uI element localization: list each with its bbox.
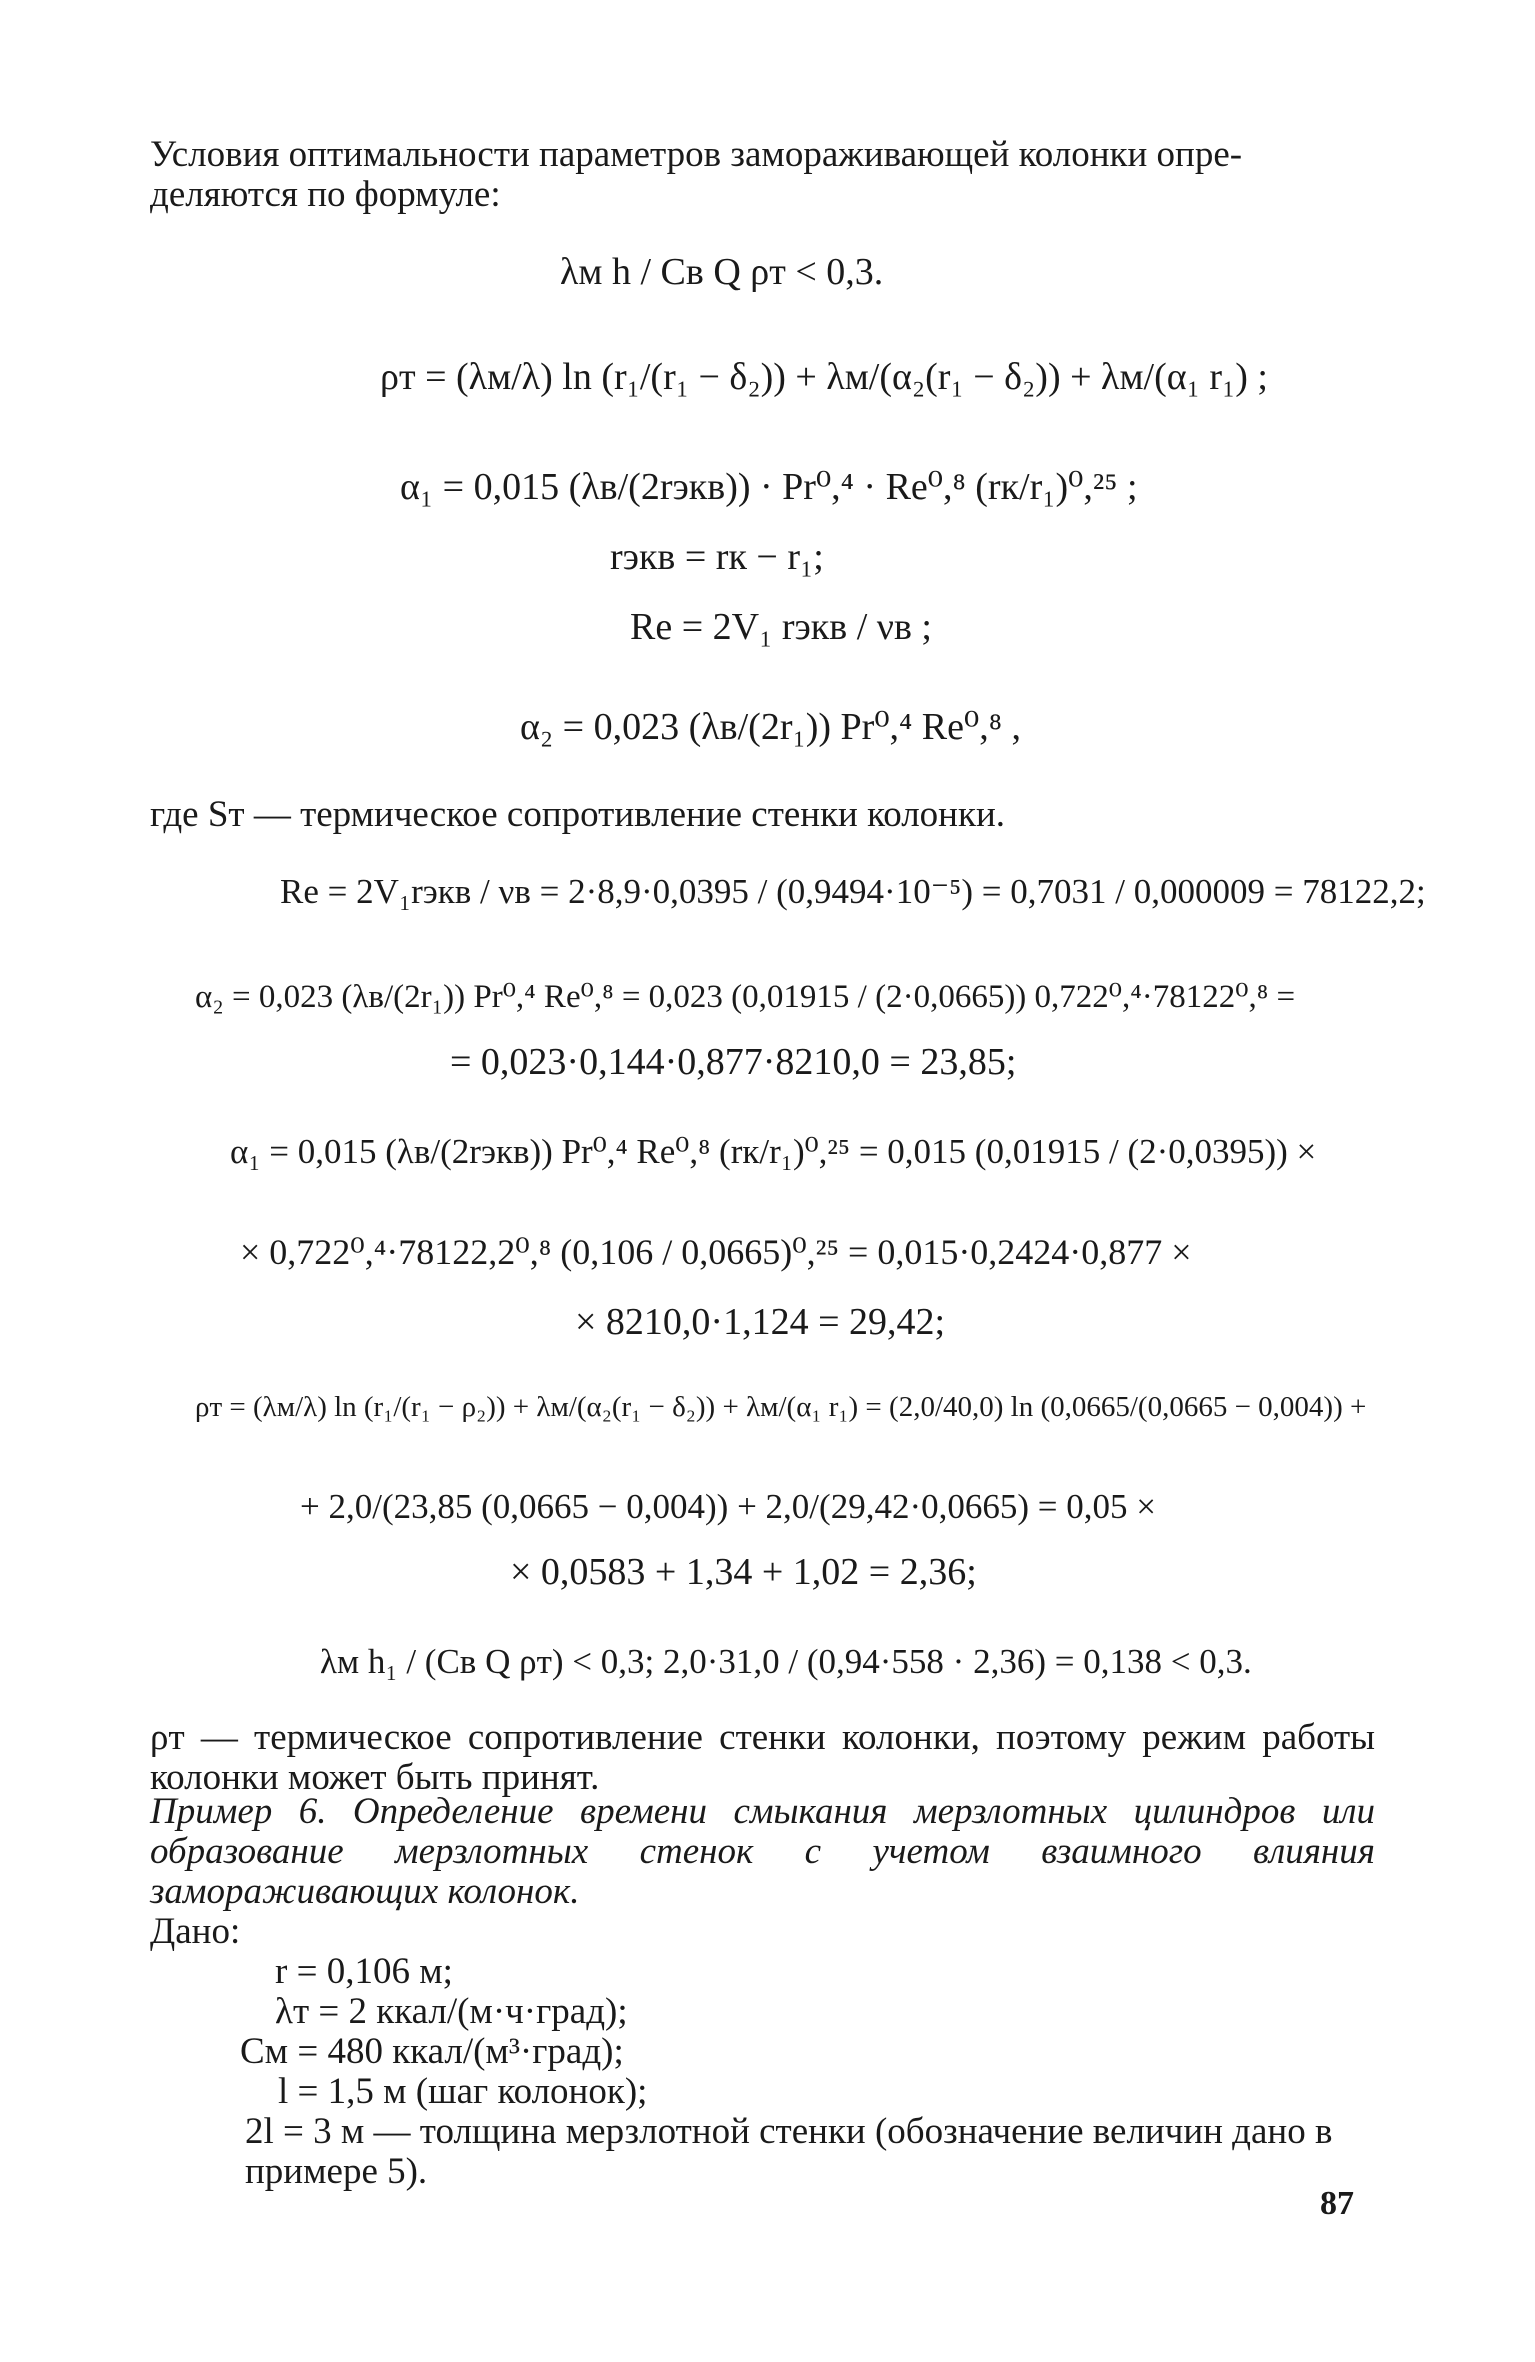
formula-reynolds: Re = 2V₁ rэкв / νв ; [630, 606, 932, 648]
given-item-l: l = 1,5 м (шаг колонок); [278, 2071, 648, 2112]
calc-alpha1: α₁ = 0,015 (λв/(2rэкв)) Pr⁰,⁴ Re⁰,⁸ (rк/r₁)⁰,²⁵ = 0,015 (0,01915 / (2·0,0395)) × [230, 1132, 1317, 1171]
example-heading: Пример 6. Определение времени смыкания мерзлотных цилиндров или образование мерзлотных стенок с учетом взаимного влияния замораживающих колонок. [150, 1791, 1375, 1912]
calc-check: λм h₁ / (Cв Q ρт) < 0,3; 2,0·31,0 / (0,94·558 · 2,36) = 0,138 < 0,3. [320, 1642, 1252, 1681]
formula-alpha2: α₂ = 0,023 (λв/(2r₁)) Pr⁰,⁴ Re⁰,⁸ , [520, 706, 1021, 748]
calc-alpha1-result: × 8210,0·1,124 = 29,42; [575, 1301, 946, 1343]
given-label: Дано: [150, 1911, 241, 1952]
conclusion-text: ρт — термическое сопротивление стенки колонки, поэтому режим работы колонки может быть принят. [150, 1717, 1375, 1798]
calc-alpha2-result: = 0,023·0,144·0,877·8210,0 = 23,85; [450, 1041, 1017, 1083]
formula-rho: ρт = (λм/λ) ln (r₁/(r₁ − δ₂)) + λм/(α₂(r₁ − δ₂)) + λм/(α₁ r₁) ; [380, 356, 1268, 398]
calc-rho: ρт = (λм/λ) ln (r₁/(r₁ − ρ₂)) + λм/(α₂(r₁ − δ₂)) + λм/(α₁ r₁) = (2,0/40,0) ln (0,0665/(0,0665 − 0,004)) + [195, 1391, 1367, 1423]
intro-line-2: деляются по формуле: [150, 174, 501, 215]
page-number: 87 [1320, 2185, 1354, 2222]
intro-line-1: Условия оптимальности параметров замораживающей колонки опре- [150, 134, 1243, 175]
calc-rho-result: × 0,0583 + 1,34 + 1,02 = 2,36; [510, 1551, 977, 1593]
given-item-lambda: λт = 2 ккал/(м·ч·град); [275, 1991, 628, 2032]
formula-alpha1: α₁ = 0,015 (λв/(2rэкв)) · Pr⁰,⁴ · Re⁰,⁸ (rк/r₁)⁰,²⁵ ; [400, 466, 1138, 508]
calc-alpha1-cont: × 0,722⁰,⁴·78122,2⁰,⁸ (0,106 / 0,0665)⁰,²⁵ = 0,015·0,2424·0,877 × [240, 1232, 1192, 1272]
given-item-r: r = 0,106 м; [275, 1951, 453, 1992]
formula-r-equiv: rэкв = rк − r₁; [610, 536, 824, 578]
given-item-c: Cм = 480 ккал/(м³·град); [240, 2031, 624, 2072]
intro-paragraph [150, 135, 1375, 215]
where-text: где Sт — термическое сопротивление стенки колонки. [150, 794, 1006, 835]
given-item-2l: 2l = 3 м — толщина мерзлотной стенки (обозначение величин дано в примере 5). [245, 2111, 1333, 2192]
calc-reynolds: Re = 2V₁rэкв / νв = 2·8,9·0,0395 / (0,9494·10⁻⁵) = 0,7031 / 0,000009 = 78122,2; [280, 872, 1426, 911]
formula-condition: λм h / Cв Q ρт < 0,3. [560, 251, 884, 293]
calc-alpha2: α₂ = 0,023 (λв/(2r₁)) Pr⁰,⁴ Re⁰,⁸ = 0,023 (0,01915 / (2·0,0665)) 0,722⁰,⁴·78122⁰,⁸ = [195, 979, 1296, 1015]
calc-rho-cont: + 2,0/(23,85 (0,0665 − 0,004)) + 2,0/(29,42·0,0665) = 0,05 × [300, 1487, 1156, 1526]
